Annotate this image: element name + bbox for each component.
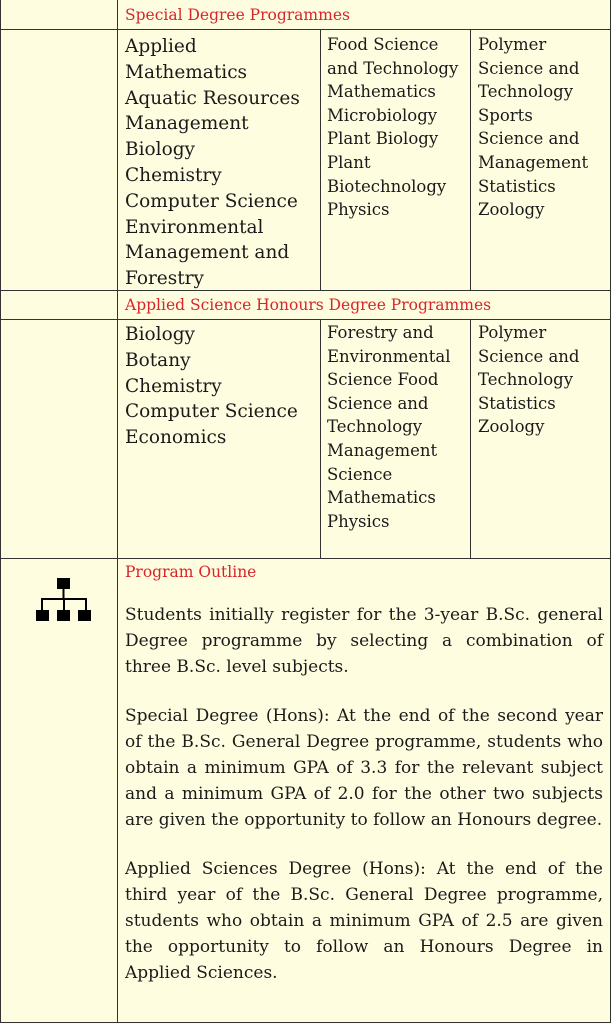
- list-item: Management: [327, 440, 438, 460]
- list-item: Chemistry: [125, 375, 222, 397]
- applied-col2-list: [327, 321, 470, 533]
- list-item: Technology: [478, 82, 574, 102]
- special-heading-row: [1, 0, 610, 29]
- applied-heading: Applied Science Honours Degree Programmes: [125, 296, 492, 314]
- special-heading: Special Degree Programmes: [125, 6, 350, 24]
- list-item: Plant Biology: [327, 129, 439, 149]
- list-item: Physics: [327, 200, 390, 220]
- list-item: Forestry: [125, 268, 204, 290]
- list-item: Chemistry: [125, 164, 222, 186]
- list-item: Mathematics: [327, 488, 436, 508]
- list-item: Economics: [125, 427, 227, 449]
- list-item: Aquatic Resources: [125, 87, 300, 109]
- applied-col3-list: [478, 321, 610, 439]
- list-item: Computer Science: [125, 401, 298, 423]
- outline-paragraph: Applied Sciences Degree (Hons): At the end of the third year of the B.Sc. General Degree programme, students who obtain a minimum GPA of 2.5 are given the opportunity to follow an Honours Degree in Applied Sciences.: [125, 859, 603, 983]
- applied-list-row: [1, 319, 610, 558]
- list-item: Statistics: [478, 176, 556, 196]
- list-item: Biology: [125, 139, 195, 161]
- list-item: Computer Science: [125, 190, 298, 212]
- applied-heading-row: [1, 290, 610, 319]
- outline-heading: Program Outline: [125, 563, 257, 581]
- list-item: Management: [478, 152, 589, 172]
- list-item: Environmental: [125, 216, 264, 238]
- list-item: Science and: [478, 58, 580, 78]
- list-item: Sports: [478, 105, 533, 125]
- list-item: Technology: [478, 370, 574, 390]
- list-item: Science and: [478, 346, 580, 366]
- special-list-row: [1, 29, 610, 290]
- hierarchy-icon: [36, 578, 92, 624]
- list-item: Forestry and: [327, 323, 434, 342]
- list-item: Plant: [327, 152, 371, 172]
- list-item: Food Science: [327, 35, 439, 54]
- list-item: Polymer: [478, 35, 547, 54]
- list-item: Polymer: [478, 323, 547, 342]
- list-item: Zoology: [478, 200, 545, 220]
- list-item: Zoology: [478, 417, 545, 437]
- special-col3-list: [478, 33, 610, 222]
- list-item: Microbiology: [327, 105, 438, 125]
- list-item: Environmental: [327, 346, 451, 366]
- list-item: Science Food: [327, 370, 439, 390]
- list-item: Management: [125, 113, 249, 135]
- list-item: Technology: [327, 417, 423, 437]
- list-item: Science and: [478, 129, 580, 149]
- list-item: Biology: [125, 324, 195, 345]
- outline-paragraph: Students initially register for the 3-year B.Sc. general Degree programme by selecting a combination of three B.Sc. level subjects.: [125, 605, 603, 677]
- list-item: Management and: [125, 242, 290, 264]
- list-item: Applied Mathematics: [125, 36, 248, 83]
- list-item: and Technology: [327, 58, 459, 78]
- list-item: Physics: [327, 511, 390, 531]
- list-item: Science and: [327, 393, 429, 413]
- outline-row: [1, 558, 610, 1022]
- special-col2-list: [327, 33, 470, 222]
- applied-col1-list: [125, 322, 320, 451]
- outline-paragraph: Special Degree (Hons): At the end of the second year of the B.Sc. General Degree programme, students who obtain a minimum GPA of 3.3 for the relevant subject and a minimum GPA of 2.0 for the other two subjects are given the opportunity to follow an Honours degree.: [125, 706, 603, 830]
- list-item: Statistics: [478, 393, 556, 413]
- list-item: Science: [327, 464, 393, 484]
- list-item: Biotechnology: [327, 176, 447, 196]
- list-item: Mathematics: [327, 82, 436, 102]
- list-item: Botany: [125, 349, 191, 371]
- special-col1-list: [125, 34, 320, 292]
